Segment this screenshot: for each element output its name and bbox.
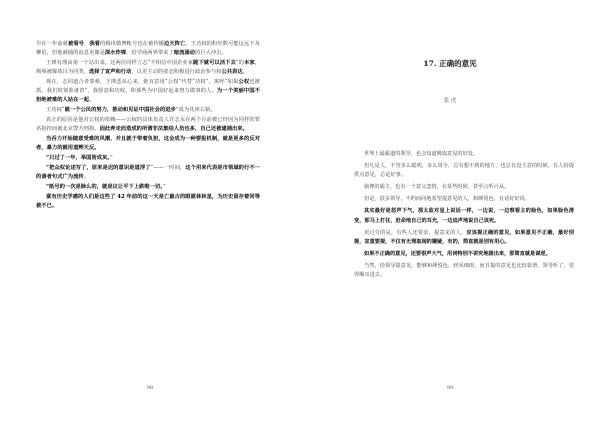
right-page-paragraph [354,250,574,259]
left-page-paragraph [36,164,260,182]
right-page-text-column [354,150,574,280]
text-run: ，但他被捕的消息更像是 [46,50,105,56]
text-run: ”的 [235,60,244,66]
right-page-paragraph [354,195,574,204]
bold-text-run: 我看 [89,41,101,47]
chapter-title: 17. 正确的意见 [423,59,477,68]
left-page-paragraph [36,154,260,163]
bold-text-run: “纸号的一次是除么的，就是议让平下上跌唯一切。 [46,184,163,190]
right-page-paragraph [354,229,574,247]
bold-text-run: 这个用来代表是市领域的行不一的请者句式广为流传 [36,165,260,180]
right-page [300,0,600,421]
text-run: ，频频被爆体目为同类， [36,60,260,75]
text-run: 早在一年前就 [36,41,68,47]
text-run: 。 [83,174,89,180]
text-run: ”——一时间， [150,165,186,171]
bold-text-run: 本家 [243,60,255,66]
bold-text-run: 被看号 [68,41,84,47]
text-run: 倘俾的霸主，也有一个意父忽情，在某些时候，甚至言听计从。 [364,184,510,191]
bold-text-run: 跪下就可以活下去 [193,60,236,66]
bold-text-run: 为一个美丽中国不担绝被难的人站在一起 [36,88,260,103]
text-run: 当然，给领导提意见，能够和颜悦色，轻风细雨，而且提的意见也比较靠谱，领导听了，觉得顺耳进去。 [354,262,574,279]
left-page-paragraph [36,78,260,105]
text-run: ” [162,184,166,190]
bold-text-run: 如果不正确的意见，还要很声大气，用词特别不讲究地提出来，那简直就是谋逆。 [364,250,551,257]
bold-text-run: 深水炸弹 [104,50,127,56]
text-run: 也被抓，我们时刻准备着”，我愿意和功权，和那些为中国好起来努力做事的人， [36,79,260,94]
text-run: 。 [242,69,248,75]
text-run: ，以更主动的姿态积极进行政治参与和 [131,69,222,75]
chapter-author: 张 虎 [443,98,457,104]
text-run: 现在，志同道合者蒙难，王瑛悲从心来，她有意用“公权”代替“功权”，寓呼“如果 [46,79,239,85]
left-page-paragraph [36,135,260,153]
text-run: 。王功权的粉丝数可能这远不及柳伯 [36,41,260,56]
bold-text-run: “把众权论述写了，原来是迟的意识是道浮了 [46,165,151,171]
text-run: 的腾讯微博帐号也在被传播 [100,41,164,47]
bold-text-run: 当吞力开始随意受难的风潮，并且就于带着负担，这会成为一种要报机制，就是更多的反对者，暴力的就用道辉天反。 [36,136,260,151]
text-run: 更过分的是，有些人还要求，提意见的人， [364,229,467,236]
left-page-number: 98 [146,385,154,391]
text-run: 的巨大冲击。 [194,50,227,56]
right-page-paragraph [354,150,574,159]
bold-text-run: 公共表达 [221,69,243,75]
bold-text-run: “只过了一年，举国皆成灰。 [46,155,110,161]
left-page-text-column [36,40,260,211]
right-page-paragraph [354,207,574,225]
text-run: 世界上最霸道的领导，也会知道吸取意见的好处。 [364,151,479,157]
bold-text-run: 公权 [238,79,250,85]
left-page-paragraph [36,116,260,134]
text-run: ，给学商两界带来了 [126,50,174,56]
right-page-paragraph [354,162,574,180]
bold-text-run: 应该提正确的意见，如果意见不正确，最好别提，宣意要提，不仅有无理取闹的嫌疑，有的，简直就是别有用心。 [354,229,574,245]
left-page-paragraph [36,193,260,211]
bold-text-run: 因此奔走而造成的所谓非法集结人员也多，自己还被逮捕出来。 [99,126,248,132]
text-run: ” [109,155,113,161]
left-page-paragraph [36,40,260,58]
bold-text-run: 边天阵亡 [164,41,186,47]
left-page-paragraph [36,59,260,77]
bold-text-run: 其实最好是怒声下气，那太监对皇上说话一样，一边说，一边察看主的脸色，如果脸色清变，那马上打住，赶命地自己的耳光，一边追声地说自己该死。 [354,208,574,224]
bold-text-run: 就一个公民的努力，推动和见证中国社会的进步 [64,107,176,113]
text-run: 王功权“ [46,107,65,113]
text-run: 王瑛有理由第一个站出来。这两位同样立志“不相信中国企业家 [46,60,194,66]
text-run: 但是，很多领导，不约而同地希望提意见的人，和颜悦色，有话好好说。 [364,196,531,203]
right-page-number: 99 [446,385,454,391]
right-page-paragraph [354,183,574,192]
text-run: ， [84,41,90,47]
bold-text-run: 暗流涌动 [173,50,195,56]
bold-text-run: 富有历史学感的人们是这些了 42 年前的这一天是亡最古的眼就林林星，为历史留存着同等被不已。 [36,194,260,209]
bold-text-run: 选择了宣声和行动 [88,69,132,75]
text-run: 但凡是人，不管多么聪明，多么周全，总有想不到的地方，也总有没主意的时候，有人给提供点意见，总是好事。 [354,163,574,179]
text-run: 。 [88,97,95,103]
left-page-paragraph [36,183,260,192]
left-page-paragraph [36,106,260,115]
text-run: ”成为其座右铭。 [175,107,216,113]
text-run: 真正的原因是他对公权的依赖——公权的具体负责人许志永在两个月前被已经因为同样的罪名指控而被北京警方刑拘， [36,117,260,132]
right-page-paragraph [354,262,574,280]
